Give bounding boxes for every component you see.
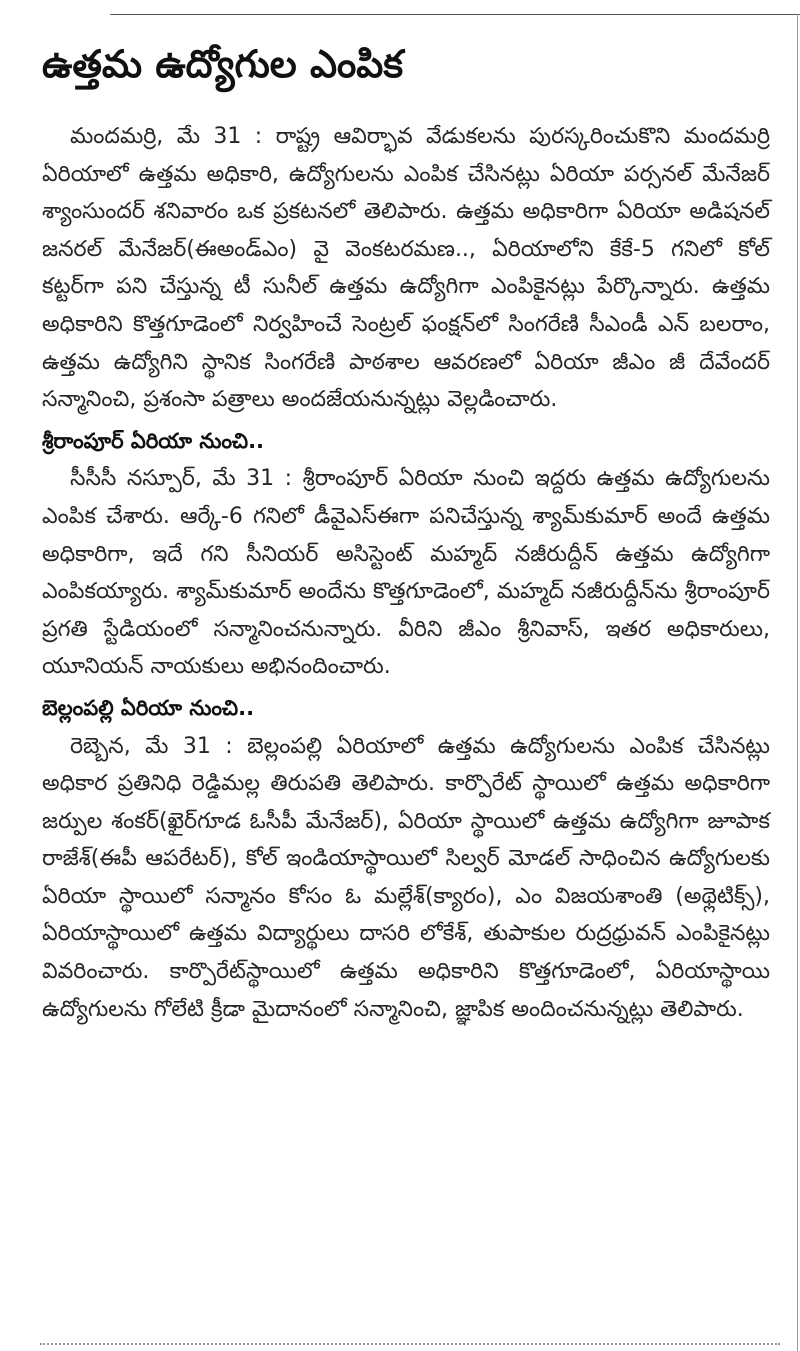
article-headline: ఉత్తమ ఉద్యోగుల ఎంపిక [42, 42, 404, 86]
subhead-srirampur: శ్రీరాంపూర్ ఏరియా నుంచి.. [42, 428, 265, 453]
top-rule [110, 14, 800, 15]
subhead-bellampalli: బెల్లంపల్లి ఏరియా నుంచి.. [42, 695, 255, 720]
article-paragraph-srirampur: సీసీసీ నస్పూర్, మే 31 : శ్రీరాంపూర్ ఏరియా నుంచి ఇద్దరు ఉత్తమ ఉద్యోగులను ఎంపిక చేశారు. ఆర్కే-6 గనిలో డీవైఎస్ఈగా పనిచేస్తున్న శ్యామ్‌కుమార్ అందే ఉత్తమ అధికారిగా, ఇదే గని సీనియర్ అసిస్టెంట్ మహ్మద్ నజీరుద్దీన్ ఉత్తమ ఉద్యోగిగా ఎంపికయ్యారు. శ్యామ్‌కుమార్ అందేను కొత్తగూడెంలో, మహ్మద్ నజీరుద్దీన్‌ను శ్రీరాంపూర్ ప్రగతి స్టేడియంలో సన్మానించనున్నారు. వీరిని జీఎం శ్రీనివాస్, ఇతర అధికారులు, యూనియన్ నాయకులు అభినందించారు. [42, 466, 770, 680]
article-paragraph-bellampalli: రెబ్బెన, మే 31 : బెల్లంపల్లి ఏరియాలో ఉత్తమ ఉద్యోగులను ఎంపిక చేసినట్లు అధికార ప్రతినిధి రెడ్డిమల్ల తిరుపతి తెలిపారు. కార్పొరేట్ స్థాయిలో ఉత్తమ అధికారిగా జర్పుల శంకర్(ఖైర్‌గూడ ఓసీపీ మేనేజర్), ఏరియా స్థాయిలో ఉత్తమ ఉద్యోగిగా జూపాక రాజేశ్(ఈపీ ఆపరేటర్), కోల్ ఇండియాస్థాయిలో సిల్వర్ మోడల్ సాధించిన ఉద్యోగులకు ఏరియా స్థాయిలో సన్మానం కోసం ఓ మల్లేశ్(క్యారం), ఎం విజయశాంతి (అథ్లెటిక్స్), ఏరియాస్థాయిలో ఉత్తమ విద్యార్థులు దాసరి లోకేశ్, తుపాకుల రుద్రధ్రువన్ ఎంపికైనట్లు వివరించారు. కార్పొరేట్‌స్థాయిలో ఉత్తమ అధికారిని కొత్తగూడెంలో, ఏరియాస్థాయి ఉద్యోగులను గోలేటి క్రీడా మైదానంలో సన్మానించి, జ్ఞాపిక అందించనున్నట్లు తెలిపారు. [42, 733, 770, 1022]
article-paragraph-mandamarri: మందమర్రి, మే 31 : రాష్ట్ర ఆవిర్భావ వేడుకలను పురస్కరించుకొని మందమర్రి ఏరియాలో ఉత్తమ అధికారి, ఉద్యోగులను ఎంపిక చేసినట్లు ఏరియా పర్సనల్ మేనేజర్ శ్యాంసుందర్ శనివారం ఒక ప్రకటనలో తెలిపారు. ఉత్తమ అధికారిగా ఏరియా అడిషనల్ జనరల్ మేనేజర్(ఈఅండ్ఎం) వై వెంకటరమణ.., ఏరియాలోని కేకే-5 గనిలో కోల్ కట్టర్‌గా పని చేస్తున్న టీ సునీల్ ఉత్తమ ఉద్యోగిగా ఎంపికైనట్లు పేర్కొన్నారు. ఉత్తమ అధికారిని కొత్తగూడెంలో నిర్వహించే సెంట్రల్ ఫంక్షన్‌లో సింగరేణి సీఎండీ ఎన్ బలరాం, ఉత్తమ ఉద్యోగిని స్థానిక సింగరేణి పాఠశాల ఆవరణలో ఏరియా జీఎం జీ దేవేందర్ సన్మానించి, ప్రశంసా పత్రాలు అందజేయనున్నట్లు వెల్లడించారు. [42, 124, 770, 413]
news-article [42, 34, 770, 1028]
cut-off-next-line [40, 1343, 780, 1351]
right-column-rule [797, 14, 798, 1351]
